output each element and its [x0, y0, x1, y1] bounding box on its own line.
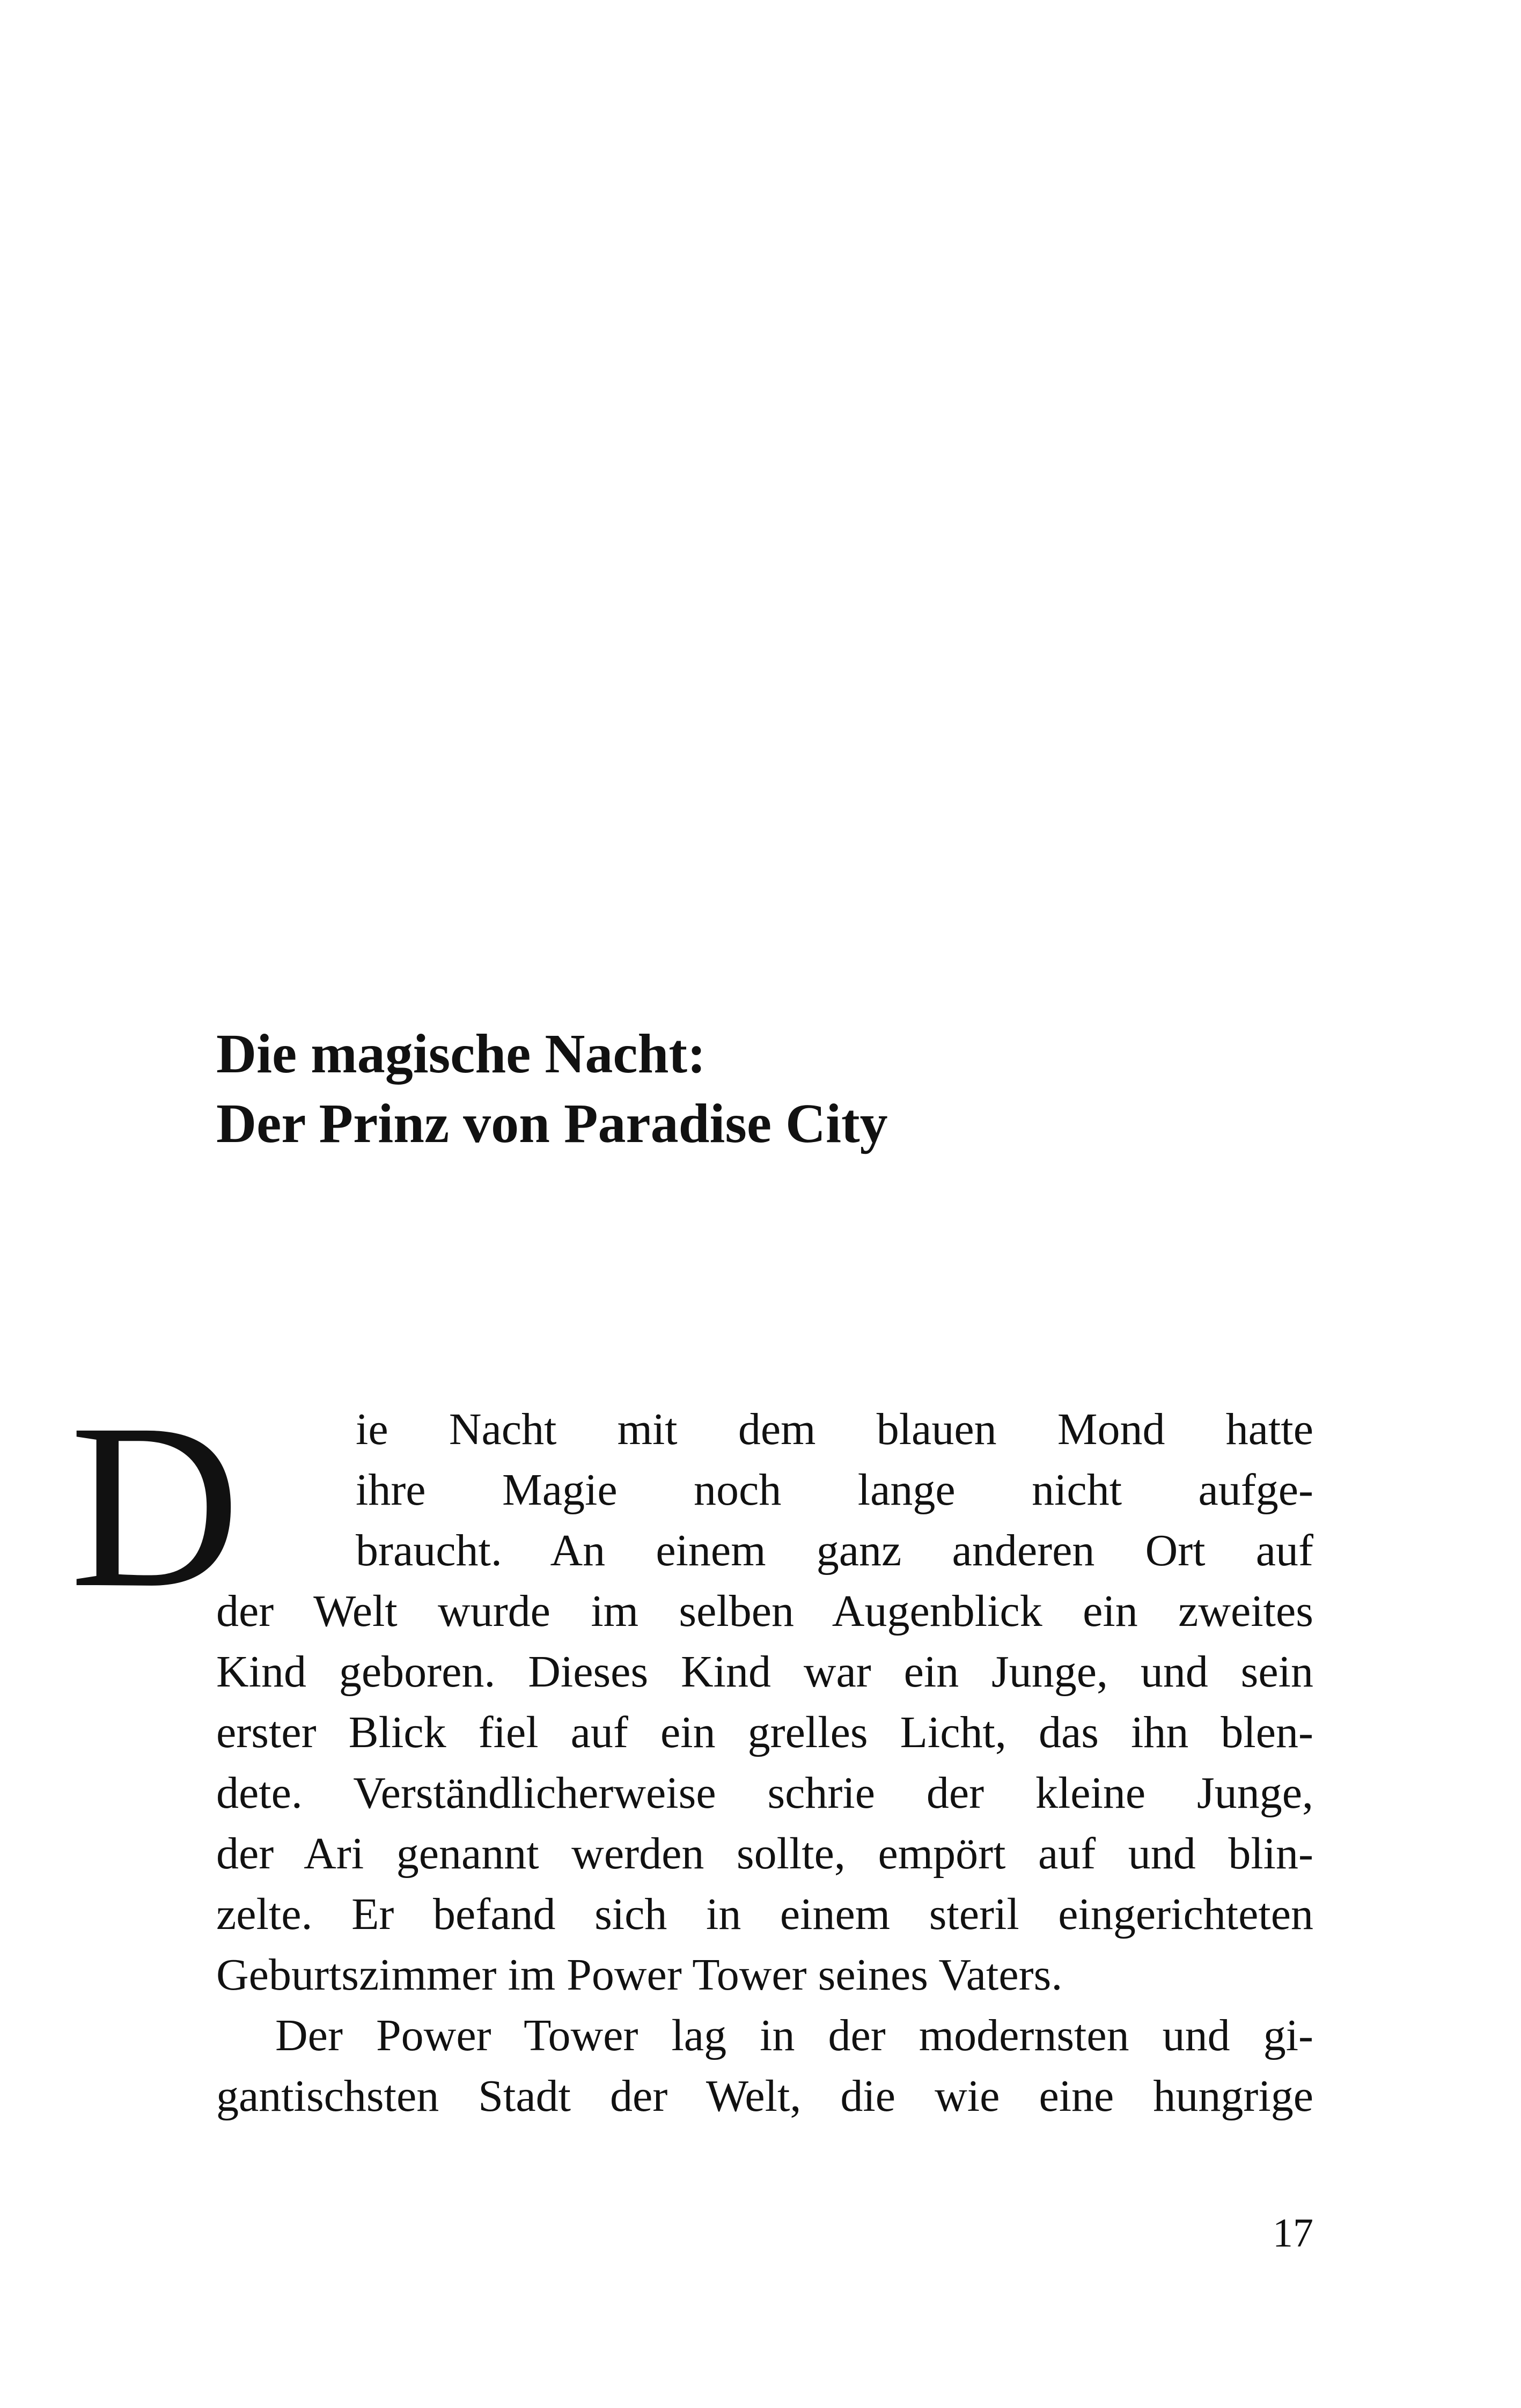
page-number: 17: [1273, 2211, 1313, 2256]
text-line: Der Power Tower lag in der modernsten und gi-: [275, 2011, 1313, 2060]
text-line: erster Blick fiel auf ein grelles Licht, das ihn blen-: [216, 1707, 1313, 1757]
body-text: [216, 1399, 1313, 2126]
drop-cap-letter: D: [70, 1375, 240, 1637]
chapter-title: [216, 1019, 1316, 1159]
text-line: Geburtszimmer im Power Tower seines Vaters.: [216, 1950, 1063, 2000]
text-line: dete. Verständlicherweise schrie der kleine Junge,: [216, 1768, 1313, 1818]
text-line: ie Nacht mit dem blauen Mond hatte: [356, 1404, 1313, 1454]
text-line: ihre Magie noch lange nicht aufge-: [356, 1465, 1313, 1515]
text-line: Kind geboren. Dieses Kind war ein Junge, und sein: [216, 1647, 1313, 1697]
text-line: braucht. An einem ganz anderen Ort auf: [356, 1526, 1313, 1575]
text-line: der Ari genannt werden sollte, empört auf und blin-: [216, 1829, 1313, 1879]
text-line: der Welt wurde im selben Augenblick ein zweites: [216, 1586, 1313, 1636]
chapter-title-line-1: Die magische Nacht:: [216, 1023, 706, 1085]
text-line: gantischsten Stadt der Welt, die wie eine hungrige: [216, 2071, 1313, 2121]
chapter-title-line-2: Der Prinz von Paradise City: [216, 1093, 888, 1154]
text-line: zelte. Er befand sich in einem steril eingerichteten: [216, 1889, 1313, 1939]
